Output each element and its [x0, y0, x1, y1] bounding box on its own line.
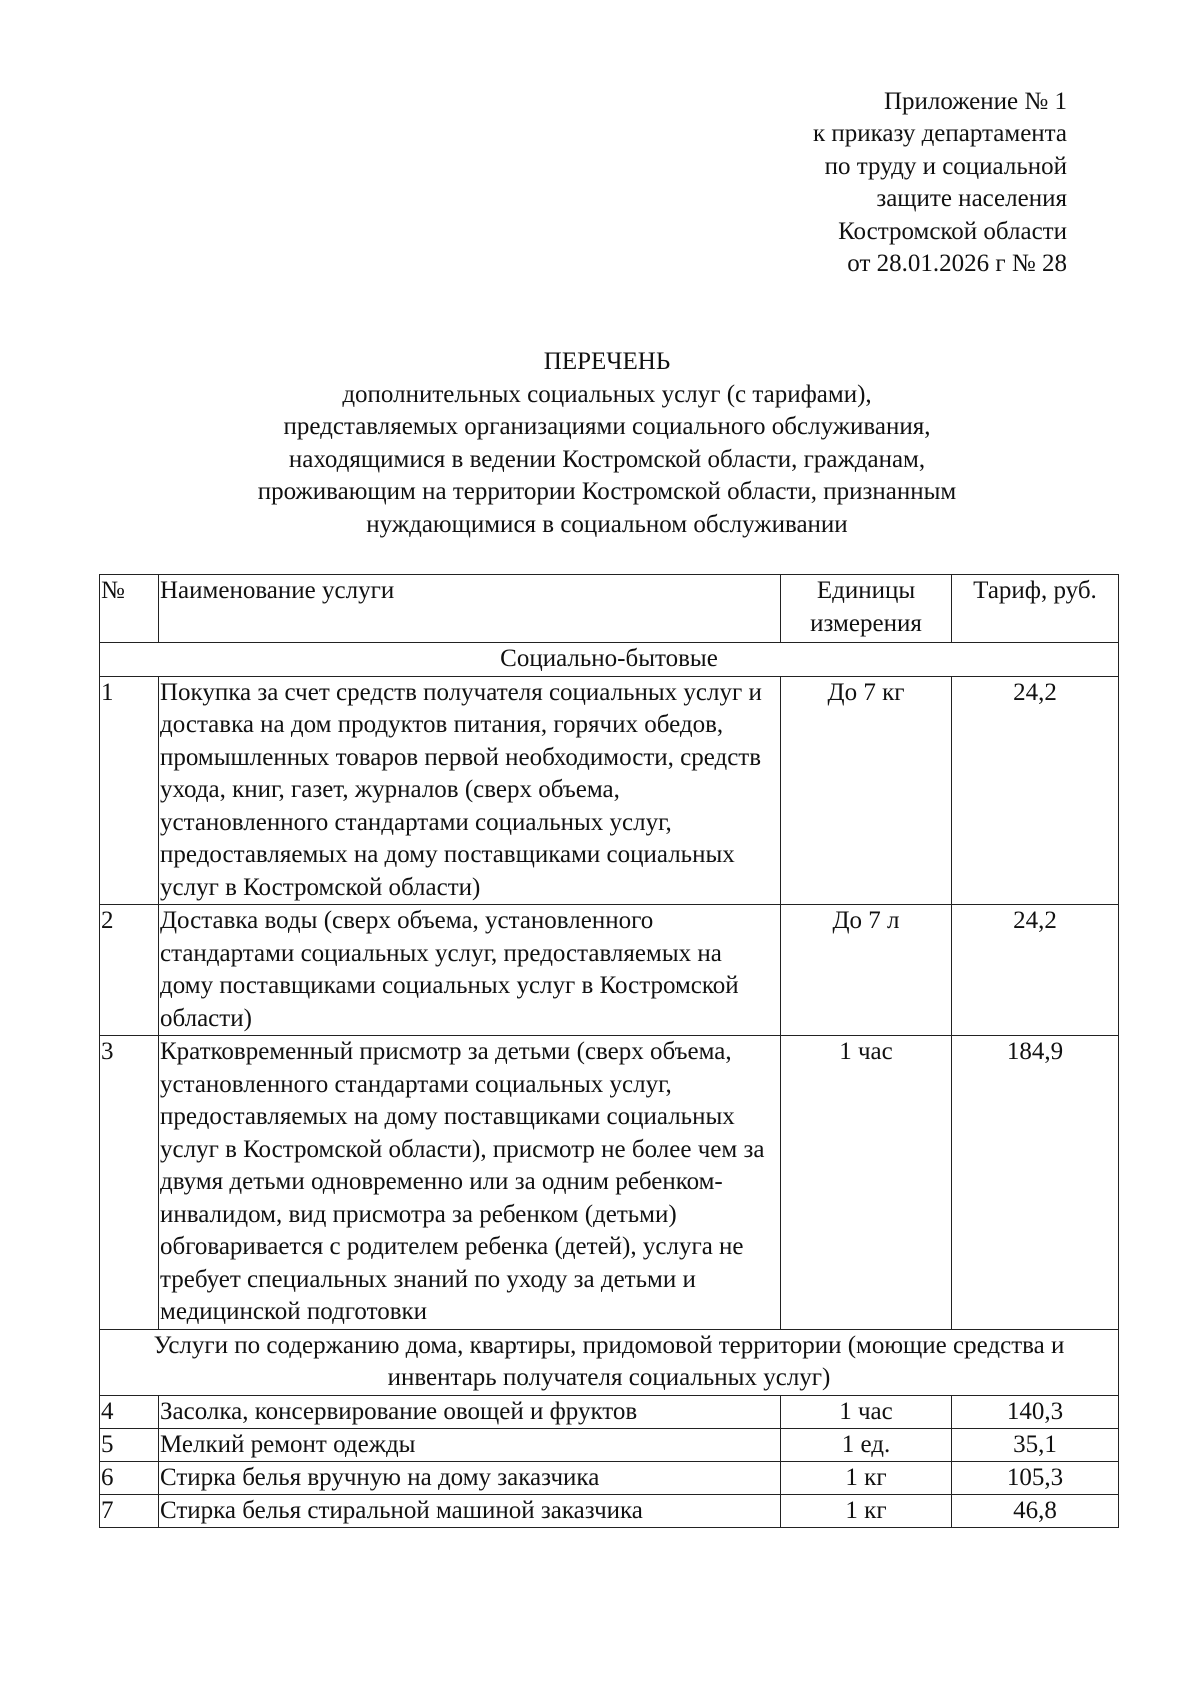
section-row	[100, 1329, 1119, 1395]
header-num: №	[100, 575, 159, 643]
table-row	[100, 676, 1119, 905]
title-subtitle-line: нуждающимися в социальном обслуживании	[366, 510, 848, 538]
row-num: 5	[100, 1428, 159, 1461]
table-row	[100, 1036, 1119, 1330]
row-unit: До 7 л	[781, 905, 952, 1036]
title-subtitle-line: представляемых организациями социального обслуживания,	[283, 413, 931, 441]
table-row	[100, 1395, 1119, 1428]
title-subtitle-line: дополнительных социальных услуг (с тарифами),	[342, 380, 872, 408]
row-unit: 1 кг	[781, 1494, 952, 1527]
section-title: Услуги по содержанию дома, квартиры, придомовой территории (моющие средства и инвентарь получателя социальных услуг)	[100, 1329, 1119, 1395]
row-num: 7	[100, 1494, 159, 1527]
row-unit: 1 кг	[781, 1461, 952, 1494]
row-name: Доставка воды (сверх объема, установленного стандартами социальных услуг, предоставляемых на дому поставщиками социальных услуг в Костромской области)	[159, 905, 781, 1036]
row-tariff: 184,9	[952, 1036, 1119, 1330]
table-row	[100, 905, 1119, 1036]
appendix-line: по труду и социальной	[824, 152, 1067, 180]
row-tariff: 140,3	[952, 1395, 1119, 1428]
row-name: Покупка за счет средств получателя социальных услуг и доставка на дом продуктов питания, горячих обедов, промышленных товаров первой необходимости, средств ухода, книг, газет, журналов (сверх объема, установленного стандартами социальных услуг, предоставляемых на дому поставщиками социальных услуг в Костромской области)	[159, 676, 781, 905]
title-heading: ПЕРЕЧЕНЬ	[543, 348, 671, 375]
section-title: Социально-бытовые	[100, 643, 1119, 677]
row-unit: 1 ед.	[781, 1428, 952, 1461]
appendix-block	[813, 86, 1067, 280]
row-num: 1	[100, 676, 159, 905]
row-tariff: 35,1	[952, 1428, 1119, 1461]
row-name: Мелкий ремонт одежды	[159, 1428, 781, 1461]
services-table	[99, 574, 1119, 1528]
row-num: 6	[100, 1461, 159, 1494]
row-num: 3	[100, 1036, 159, 1330]
document-title	[0, 346, 1200, 542]
header-name: Наименование услуги	[159, 575, 781, 643]
row-unit: 1 час	[781, 1036, 952, 1330]
row-name: Засолка, консервирование овощей и фруктов	[159, 1395, 781, 1428]
appendix-line: защите населения	[876, 185, 1067, 213]
appendix-line: от 28.01.2026 г № 28	[847, 250, 1067, 278]
appendix-line: к приказу департамента	[812, 120, 1067, 148]
row-tariff: 24,2	[952, 676, 1119, 905]
table-row	[100, 1461, 1119, 1494]
row-tariff: 105,3	[952, 1461, 1119, 1494]
row-unit: 1 час	[781, 1395, 952, 1428]
appendix-line: Приложение № 1	[883, 88, 1067, 115]
row-name: Кратковременный присмотр за детьми (сверх объема, установленного стандартами социальных услуг, предоставляемых на дому поставщиками социальных услуг в Костромской области), присмотр не более чем за двумя детьми одновременно или за одним ребенком-инвалидом, вид присмотра за ребенком (детьми) обговаривается с родителем ребенка (детей), услуга не требует специальных знаний по уходу за детьми и медицинской подготовки	[159, 1036, 781, 1330]
row-num: 4	[100, 1395, 159, 1428]
row-name: Стирка белья вручную на дому заказчика	[159, 1461, 781, 1494]
section-row	[100, 643, 1119, 677]
row-tariff: 46,8	[952, 1494, 1119, 1527]
row-tariff: 24,2	[952, 905, 1119, 1036]
table-row	[100, 1428, 1119, 1461]
table-row	[100, 1494, 1119, 1527]
title-subtitle-line: находящимися в ведении Костромской области, гражданам,	[288, 445, 926, 473]
title-subtitle-line: проживающим на территории Костромской области, признанным	[257, 478, 957, 506]
appendix-line: Костромской области	[838, 217, 1067, 245]
header-tariff: Тариф, руб.	[952, 575, 1119, 643]
row-name: Стирка белья стиральной машиной заказчика	[159, 1494, 781, 1527]
header-unit: Единицы измерения	[781, 575, 952, 643]
table-header-row	[100, 575, 1119, 643]
row-num: 2	[100, 905, 159, 1036]
row-unit: До 7 кг	[781, 676, 952, 905]
